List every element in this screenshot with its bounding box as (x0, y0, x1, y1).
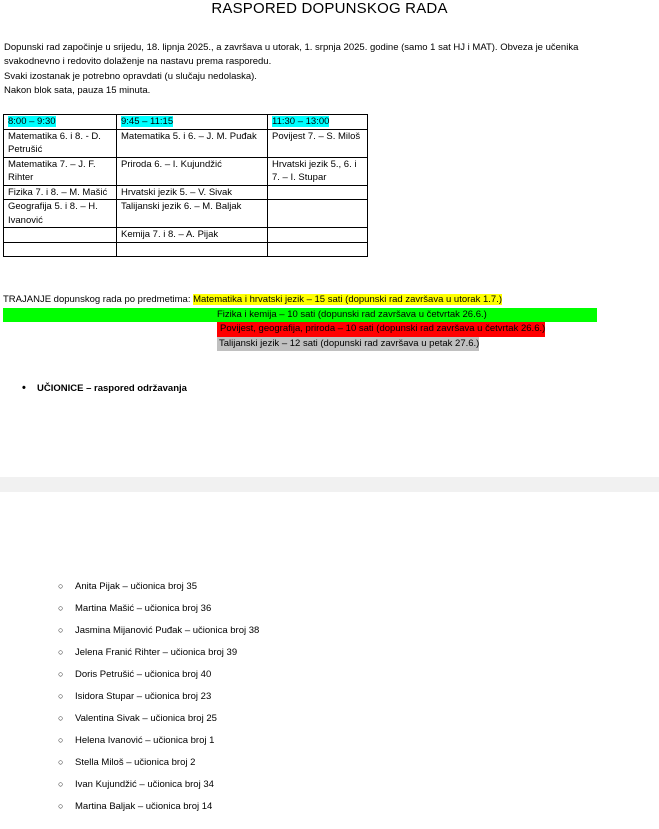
duration-row (3, 293, 653, 308)
time-slot-1: 8:00 – 9:30 (4, 115, 117, 130)
table-cell: Matematika 5. i 6. – J. M. Puđak (117, 129, 268, 157)
duration-section (3, 293, 653, 351)
list-item: ○ Jelena Franić Rihter – učionica broj 39 (58, 641, 259, 663)
table-cell: Matematika 7. – J. F. Rihter (4, 157, 117, 185)
duration-row (3, 322, 653, 337)
time-slot-3: 11:30 – 13:00 (268, 115, 368, 130)
table-cell: Geografija 5. i 8. – H. Ivanović (4, 200, 117, 228)
table-cell (268, 242, 368, 257)
list-item: ○ Ivan Kujundžić – učionica broj 34 (58, 773, 259, 795)
table-row (4, 242, 368, 257)
table-cell: Fizika 7. i 8. – M. Mašić (4, 185, 117, 200)
table-cell: Priroda 6. – I. Kujundžić (117, 157, 268, 185)
table-cell: Matematika 6. i 8. - D. Petrušić (4, 129, 117, 157)
table-cell (268, 200, 368, 228)
intro-text (4, 41, 656, 99)
list-item: ○ Valentina Sivak – učionica broj 25 (58, 707, 259, 729)
schedule-header-row (4, 115, 368, 130)
table-row (4, 200, 368, 228)
circle-bullet-icon: ○ (58, 691, 64, 701)
list-item: ○ Anita Pijak – učionica broj 35 (58, 575, 259, 597)
circle-bullet-icon: ○ (58, 581, 64, 591)
table-cell: Talijanski jezik 6. – M. Baljak (117, 200, 268, 228)
table-cell: Kemija 7. i 8. – A. Pijak (117, 228, 268, 243)
list-item: ○ Martina Baljak – učionica broj 14 (58, 795, 259, 817)
duration-item-italian: Talijanski jezik – 12 sati (dopunski rad završava u petak 27.6.) (217, 337, 479, 352)
circle-bullet-icon: ○ (58, 603, 64, 613)
time-slot-2: 9:45 – 11:15 (117, 115, 268, 130)
duration-row (3, 337, 653, 352)
circle-bullet-icon: ○ (58, 801, 64, 811)
table-cell (268, 228, 368, 243)
circle-bullet-icon: ○ (58, 735, 64, 745)
classrooms-heading (22, 382, 187, 394)
table-row (4, 157, 368, 185)
intro-line: svakodnevno i redovito dolaženje na nastavu prema rasporedu. (4, 56, 272, 68)
list-item: ○ Stella Miloš – učionica broj 2 (58, 751, 259, 773)
bullet-icon: • (22, 382, 26, 394)
duration-item-history-geo-nature: Povijest, geografija, priroda – 10 sati (dopunski rad završava u četvrtak 26.6.) (217, 322, 545, 337)
intro-line: Dopunski rad započinje u srijedu, 18. lipnja 2025., a završava u utorak, 1. srpnja 2025. godine (samo 1 sat HJ i MAT). Obveza je učenika (4, 42, 579, 53)
table-row (4, 228, 368, 243)
intro-line: Nakon blok sata, pauza 15 minuta. (4, 85, 151, 97)
schedule-table (3, 114, 368, 257)
classrooms-heading-text: UČIONICE – raspored održavanja (37, 383, 187, 394)
list-item: ○ Isidora Stupar – učionica broj 23 (58, 685, 259, 707)
list-item: ○ Jasmina Mijanović Puđak – učionica broj 38 (58, 619, 259, 641)
duration-item-math-croatian: Matematika i hrvatski jezik – 15 sati (dopunski rad završava u utorak 1.7.) (193, 294, 502, 305)
circle-bullet-icon: ○ (58, 669, 64, 679)
table-cell (4, 228, 117, 243)
duration-row (3, 308, 653, 323)
table-cell (268, 185, 368, 200)
circle-bullet-icon: ○ (58, 713, 64, 723)
circle-bullet-icon: ○ (58, 647, 64, 657)
list-item: ○ Helena Ivanović – učionica broj 1 (58, 729, 259, 751)
page-break (0, 477, 659, 492)
circle-bullet-icon: ○ (58, 757, 64, 767)
table-row (4, 129, 368, 157)
list-item: ○ Martina Mašić – učionica broj 36 (58, 597, 259, 619)
table-cell: Hrvatski jezik 5. – V. Sivak (117, 185, 268, 200)
circle-bullet-icon: ○ (58, 779, 64, 789)
circle-bullet-icon: ○ (58, 625, 64, 635)
table-row (4, 185, 368, 200)
table-cell: Hrvatski jezik 5., 6. i 7. – I. Stupar (268, 157, 368, 185)
table-cell (117, 242, 268, 257)
duration-item-physics-chemistry: Fizika i kemija – 10 sati (dopunski rad završava u četvrtak 26.6.) (217, 308, 487, 320)
duration-label: TRAJANJE dopunskog rada po predmetima: (3, 294, 194, 305)
classroom-list (58, 575, 259, 817)
table-cell (4, 242, 117, 257)
page-title: RASPORED DOPUNSKOG RADA (211, 0, 448, 17)
table-cell: Povijest 7. – S. Miloš (268, 129, 368, 157)
intro-line: Svaki izostanak je potrebno opravdati (u slučaju nedolaska). (4, 70, 257, 82)
list-item: ○ Doris Petrušić – učionica broj 40 (58, 663, 259, 685)
